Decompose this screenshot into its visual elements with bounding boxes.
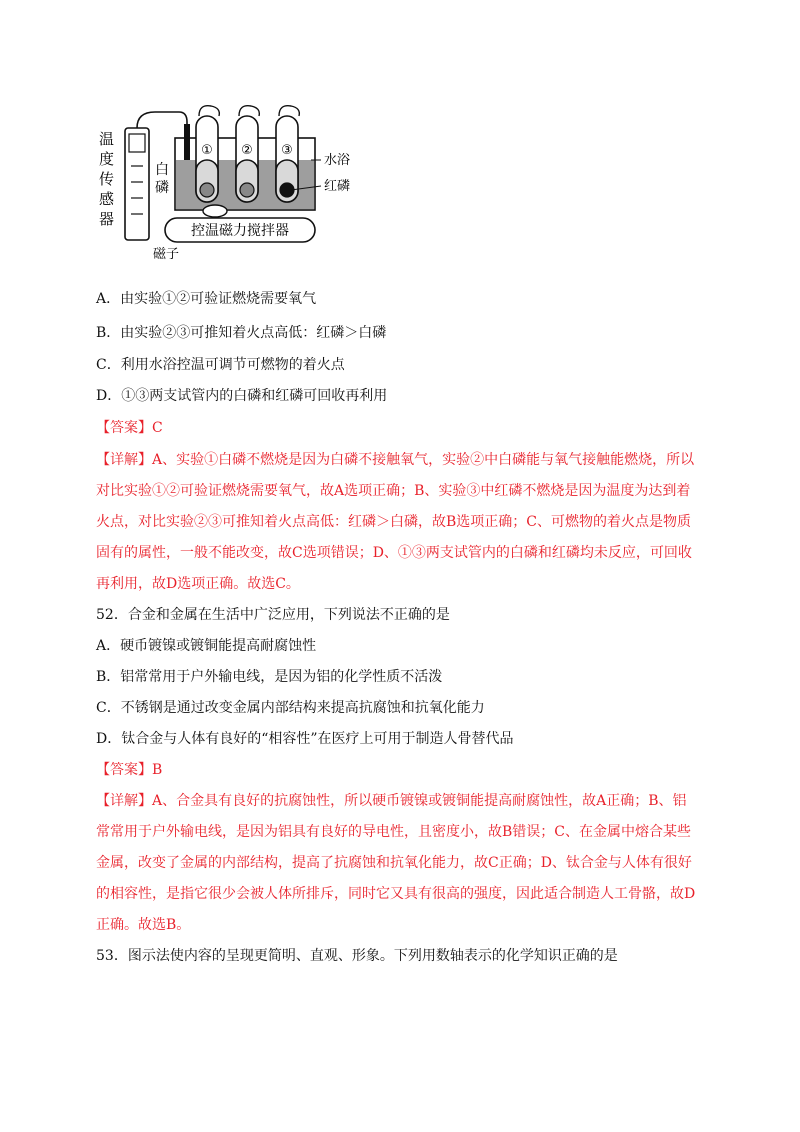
q51-option-a: A．由实验①②可验证燃烧需要氧气 — [96, 291, 317, 307]
q53-stem: 53．图示法使内容的呈现更简明、直观、形象。下列用数轴表示的化学知识正确的是 — [96, 948, 618, 964]
q52-answer: 【答案】B — [96, 762, 163, 778]
stirrer-label: 控温磁力搅拌器 — [191, 223, 289, 239]
q52-detail-line-1: 【详解】A、合金具有良好的抗腐蚀性，所以硬币镀镍或镀铜能提高耐腐蚀性，故A正确；B、铝 — [96, 793, 687, 809]
sensor-cable — [137, 112, 187, 134]
q51-answer: 【答案】C — [96, 420, 163, 436]
q52-option-d: D．钛合金与人体有良好的“相容性”在医疗上可用于制造人骨替代品 — [96, 731, 514, 747]
q51-option-b: B．由实验②③可推知着火点高低：红磷＞白磷 — [96, 325, 387, 341]
white-phosphorus-label-text: 白磷 — [155, 162, 169, 196]
apparatus-diagram — [95, 98, 365, 268]
water-bath-label: 水浴 — [324, 153, 351, 168]
magnet-stirrer-bar — [203, 205, 227, 217]
q52-detail-line-3: 金属，改变了金属的内部结构，提高了抗腐蚀和抗氧化能力，故C正确；D、钛合金与人体有很好 — [96, 855, 692, 871]
white-phosphorus-vertical-label — [155, 162, 169, 196]
q51-detail-line-5: 再利用，故D选项正确。故选C。 — [96, 576, 300, 592]
q51-detail-line-3: 火点，对比实验②③可推知着火点高低：红磷＞白磷，故B选项正确；C、可燃物的着火点是物质 — [96, 514, 691, 530]
q52-detail-line-4: 的相容性，是指它很少会被人体所排斥，同时它又具有很高的强度，因此适合制造人工骨骼，故D — [96, 886, 696, 902]
magnet-label: 磁子 — [153, 247, 180, 262]
q52-detail-line-5: 正确。故选B。 — [96, 917, 191, 933]
q51-detail-line-1: 【详解】A、实验①白磷不燃烧是因为白磷不接触氧气，实验②中白磷能与氧气接触能燃烧，所以 — [96, 452, 695, 468]
q52-option-c: C．不锈钢是通过改变金属内部结构来提高抗腐蚀和抗氧化能力 — [96, 700, 485, 716]
q51-detail-line-2: 对比实验①②可验证燃烧需要氧气，故A选项正确；B、实验③中红磷不燃烧是因为温度为达到着 — [96, 483, 691, 499]
tube-1-number: ① — [201, 143, 213, 158]
q51-option-c: C．利用水浴控温可调节可燃物的着火点 — [96, 357, 345, 373]
q52-option-b: B．铝常常用于户外输电线，是因为铝的化学性质不活泼 — [96, 669, 443, 685]
red-phosphorus-label: 红磷 — [324, 179, 351, 194]
q52-stem: 52．合金和金属在生活中广泛应用，下列说法不正确的是 — [96, 607, 450, 623]
tube-3-number: ③ — [281, 143, 293, 158]
sensor-vertical-label — [99, 130, 114, 228]
q51-option-d: D．①③两支试管内的白磷和红磷可回收再利用 — [96, 388, 388, 404]
q52-detail-line-2: 常常用于户外输电线，是因为铝具有良好的导电性，且密度小，故B错误；C、在金属中熔合某些 — [96, 824, 691, 840]
tube-2-number: ② — [241, 143, 253, 158]
q51-detail-line-4: 固有的属性，一般不能改变，故C选项错误；D、①③两支试管内的白磷和红磷均未反应，可回收 — [96, 545, 692, 561]
experiment-figure — [95, 98, 365, 268]
sensor-display — [129, 134, 145, 152]
q52-option-a: A．硬币镀镍或镀铜能提高耐腐蚀性 — [96, 638, 317, 654]
sensor-label-text: 温度传感器 — [99, 130, 115, 228]
